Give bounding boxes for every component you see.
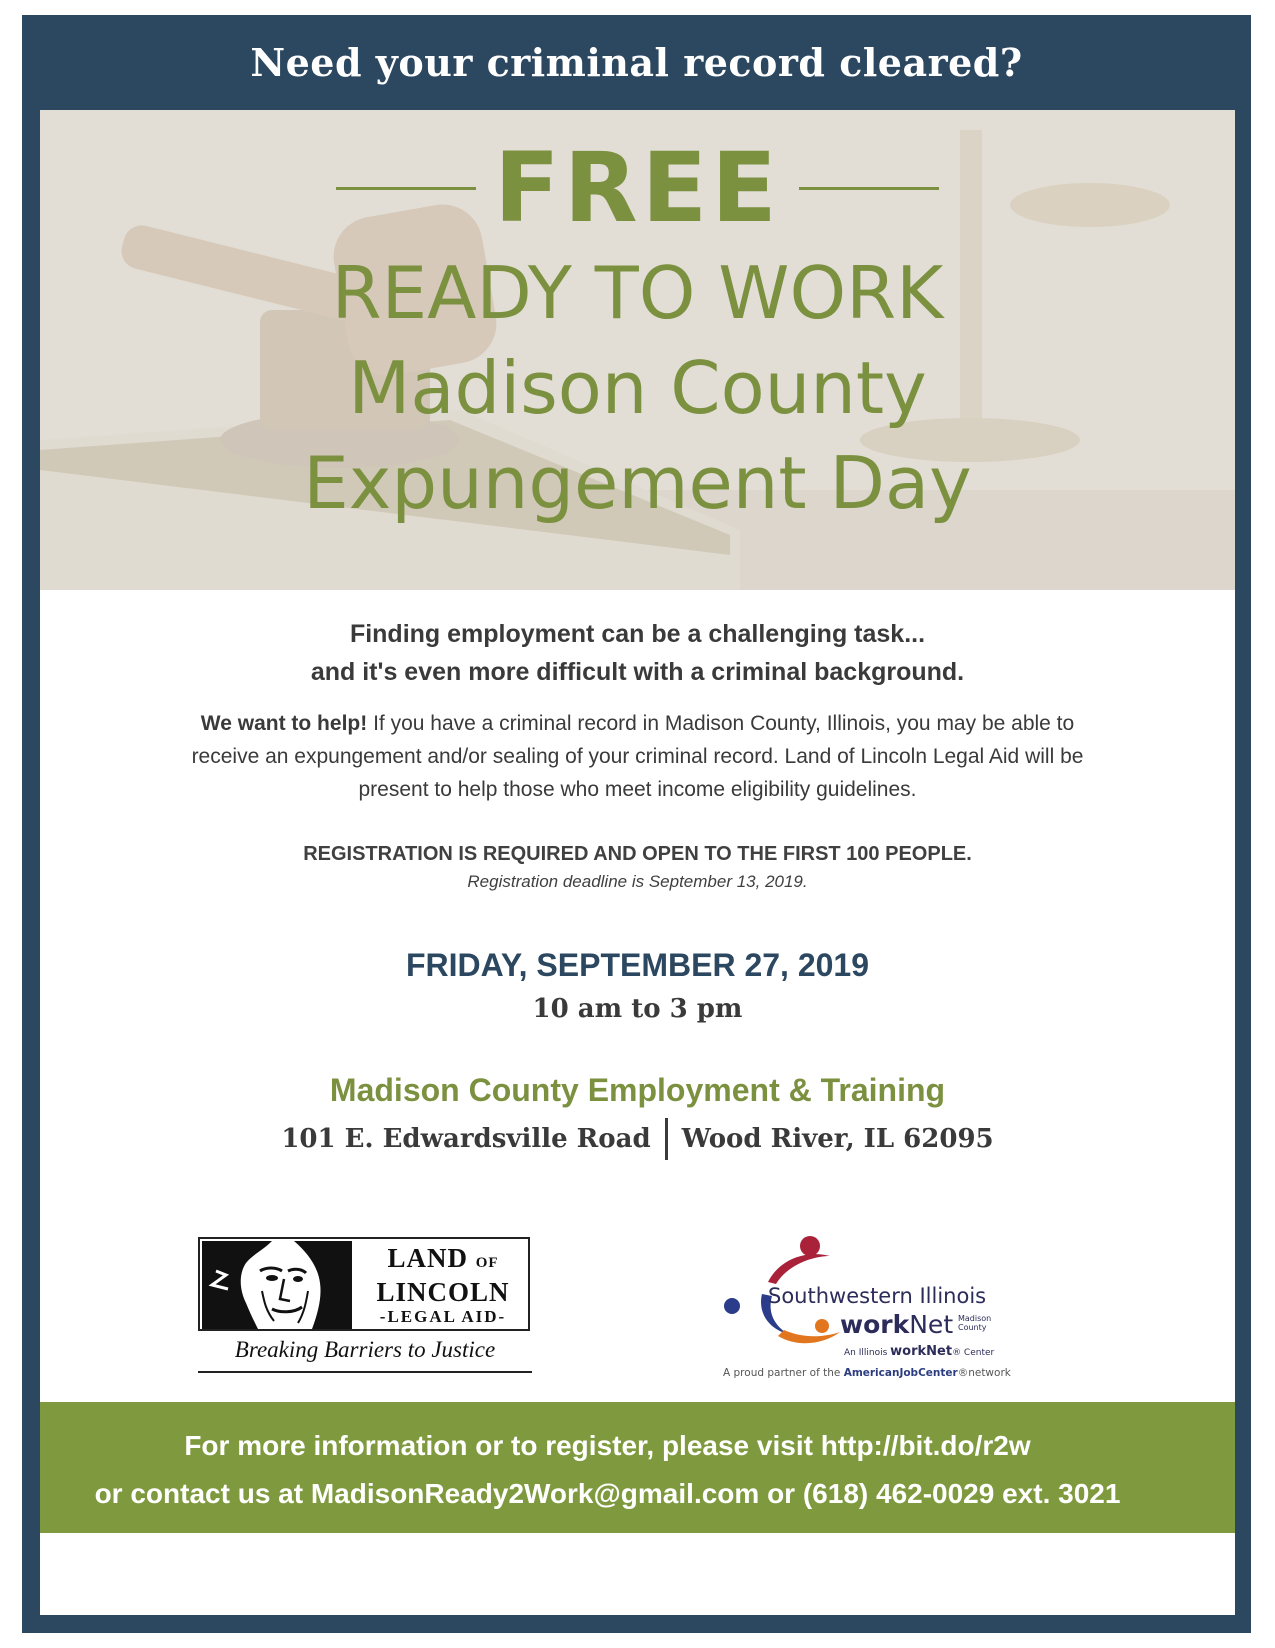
lincoln-name-text: LINCOLN bbox=[376, 1277, 510, 1307]
event-venue: Madison County Employment & Training bbox=[329, 1072, 946, 1108]
intro-line-2: and it's even more difficult with a criminal background. bbox=[310, 658, 965, 686]
lincoln-portrait-icon bbox=[202, 1241, 352, 1329]
headline-question: Need your criminal record cleared? bbox=[250, 40, 1023, 85]
partner-prefix: A proud partner of the bbox=[723, 1367, 844, 1379]
top-banner bbox=[22, 15, 1251, 110]
worknet-logo bbox=[718, 1232, 1018, 1382]
event-date: FRIDAY, SEPTEMBER 27, 2019 bbox=[406, 947, 869, 983]
worknet-title: Southwestern Illinois bbox=[768, 1284, 987, 1308]
address-city: Wood River, IL 62095 bbox=[681, 1124, 994, 1154]
lincoln-tagline: Breaking Barriers to Justice bbox=[234, 1337, 496, 1362]
hero-banner bbox=[40, 110, 1235, 590]
lincoln-logo-box bbox=[198, 1237, 530, 1331]
worknet-sub-suffix: ® Center bbox=[952, 1348, 995, 1358]
partner-brand: AmericanJobCenter bbox=[843, 1367, 958, 1379]
address-street: 101 E. Edwardsville Road bbox=[281, 1124, 651, 1154]
lincoln-underline bbox=[198, 1371, 532, 1373]
free-rule-right bbox=[799, 187, 939, 190]
lincoln-legal-aid-text: -LEGAL AID- bbox=[379, 1307, 507, 1326]
county-title: Madison County bbox=[348, 346, 927, 430]
worknet-sub-prefix: An Illinois bbox=[844, 1348, 891, 1358]
worknet-county: County bbox=[958, 1323, 987, 1332]
worknet-work-text: work bbox=[840, 1310, 910, 1339]
lincoln-of-text: OF bbox=[475, 1255, 499, 1271]
footer-contact-line: or contact us at MadisonReady2Work@gmail.com or (618) 462-0029 ext. 3021 bbox=[94, 1478, 1121, 1509]
help-text: If you have a criminal record in Madison County, Illinois, you may be able to receive an expungement and/or sealing of your criminal record. Land of Lincoln Legal Aid will be present to help those who meet income eligibility guidelines. bbox=[191, 712, 1084, 801]
free-rule-left bbox=[336, 187, 476, 190]
help-lead: We want to help! bbox=[200, 712, 368, 735]
address-divider bbox=[665, 1118, 668, 1160]
free-heading: FREE bbox=[494, 132, 781, 244]
intro-line-1: Finding employment can be a challenging task... bbox=[349, 620, 926, 648]
help-paragraph bbox=[40, 707, 1235, 806]
registration-notice: REGISTRATION IS REQUIRED AND OPEN TO THE FIRST 100 PEOPLE. bbox=[303, 843, 972, 865]
footer-register-line: For more information or to register, please visit http://bit.do/r2w bbox=[184, 1430, 1031, 1461]
registration-deadline: Registration deadline is September 13, 2019. bbox=[467, 872, 808, 891]
lincoln-land-text: LAND bbox=[387, 1243, 468, 1273]
partner-suffix: ®network bbox=[957, 1367, 1011, 1379]
event-time: 10 am to 3 pm bbox=[532, 994, 743, 1024]
land-of-lincoln-logo bbox=[198, 1237, 532, 1375]
worknet-madison: Madison bbox=[958, 1314, 992, 1323]
footer-banner bbox=[40, 1402, 1235, 1533]
event-address bbox=[40, 1118, 1235, 1160]
worknet-net-text: Net bbox=[909, 1310, 954, 1339]
worknet-sub-brand: workNet bbox=[890, 1344, 953, 1359]
program-title: READY TO WORK bbox=[331, 251, 944, 335]
event-title: Expungement Day bbox=[303, 441, 972, 525]
